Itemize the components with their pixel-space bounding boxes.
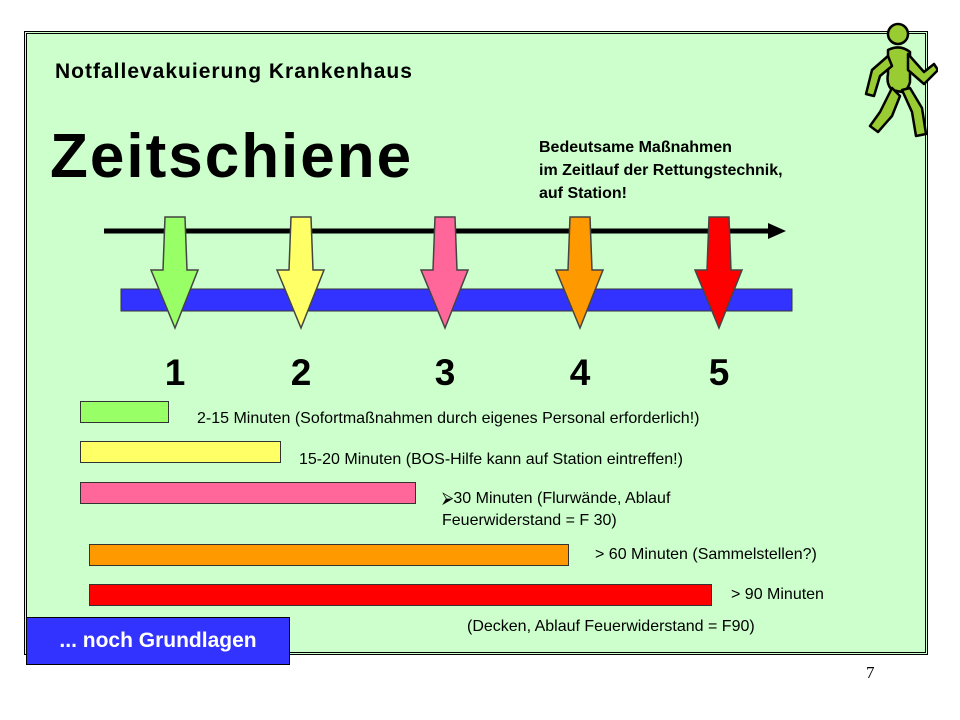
legend-text-stage-4: > 60 Minuten (Sammelstellen?)	[595, 546, 817, 563]
note-line: im Zeitlauf der Rettungstechnik,	[539, 162, 783, 179]
note-line: auf Station!	[539, 185, 627, 202]
arrow-bullet-icon: ⮚	[442, 490, 454, 507]
legend-bar-stage-2	[80, 441, 281, 463]
legend-text-line: Feuerwiderstand = F 30)	[442, 512, 617, 529]
timeline-marker-2: 2	[290, 352, 312, 393]
note-line: Bedeutsame Maßnahmen	[539, 139, 732, 156]
legend-text-line: 30 Minuten (Flurwände, Ablauf	[453, 490, 671, 507]
slide-title: Zeitschiene	[50, 122, 414, 191]
legend-bar-stage-3	[80, 482, 416, 504]
legend-text-stage-5: > 90 Minuten	[731, 586, 824, 603]
legend-text-stage-1: 2-15 Minuten (Sofortmaßnahmen durch eigenes Personal erforderlich!)	[197, 410, 700, 427]
timeline-diagram	[0, 0, 960, 345]
legend-text-stage-5-detail: (Decken, Ablauf Feuerwiderstand = F90)	[467, 618, 755, 635]
timeline-marker-5: 5	[708, 352, 730, 393]
legend-text-stage-3	[442, 488, 670, 532]
timeline-marker-3: 3	[434, 352, 456, 393]
section-label: ... noch Grundlagen	[26, 617, 290, 665]
timeline-marker-4: 4	[569, 352, 591, 393]
page-number: 7	[866, 663, 875, 682]
legend-bar-stage-4	[89, 544, 569, 566]
legend-bar-stage-1	[80, 401, 169, 423]
legend-bar-stage-5	[89, 584, 712, 606]
slide-subtitle: Notfallevakuierung Krankenhaus	[55, 60, 413, 83]
legend-text-stage-2: 15-20 Minuten (BOS-Hilfe kann auf Station eintreffen!)	[299, 451, 683, 468]
timeline-marker-1: 1	[164, 352, 186, 393]
